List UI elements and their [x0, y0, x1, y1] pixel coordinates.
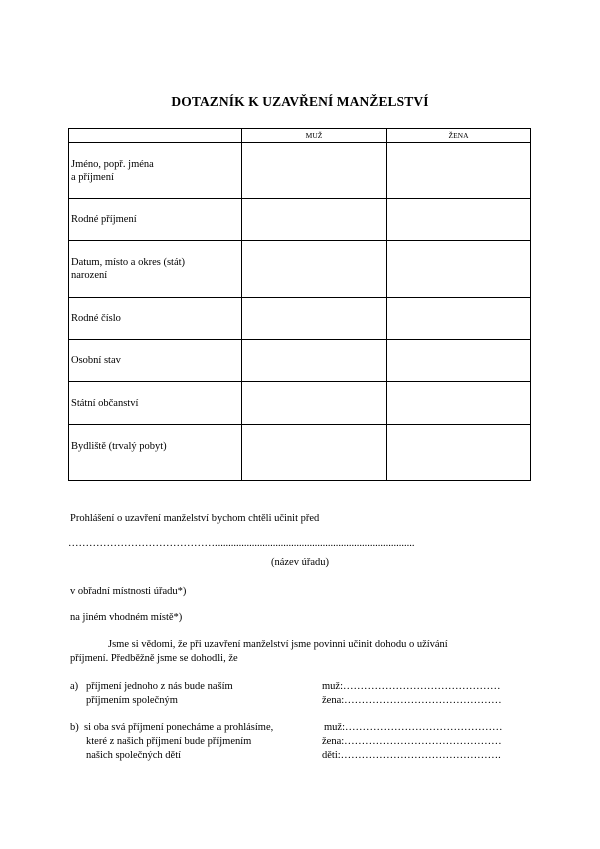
option-a-line1: příjmení jednoho z nás bude naším [86, 681, 233, 692]
option-b-woman-field[interactable]: žena:……………………………………… [322, 736, 502, 747]
office-caption: (název úřadu) [270, 557, 329, 568]
table-header-row [69, 129, 531, 143]
option-b-line3: našich společných dětí [86, 750, 182, 761]
woman-marital-status-cell[interactable] [387, 340, 531, 382]
option-b-man-field[interactable]: muž:……………………………………… [324, 722, 503, 733]
agreement-paragraph-line1: Jsme si vědomi, že při uzavření manželství jsme povinni učinit dohodu o užívání [108, 639, 448, 650]
option-b-children-field[interactable]: děti:………………………………………. [322, 750, 501, 761]
option-other-place[interactable]: na jiném vhodném místě*) [70, 612, 183, 623]
header-woman: ŽENA [387, 129, 531, 143]
row-marital-status [69, 340, 531, 382]
woman-birth-surname-cell[interactable] [387, 199, 531, 241]
option-office-room[interactable]: v obřadní místnosti úřadu*) [70, 586, 187, 597]
row-birth-number [69, 298, 531, 340]
form-title: DOTAZNÍK K UZAVŘENÍ MANŽELSTVÍ [171, 94, 429, 109]
row-label: Jméno, popř. jména a příjmení [69, 143, 242, 199]
man-birth-cell[interactable] [242, 241, 387, 298]
option-b-marker: b) [70, 722, 79, 733]
row-label: Bydliště (trvalý pobyt) [69, 425, 242, 481]
man-marital-status-cell[interactable] [242, 340, 387, 382]
row-name [69, 143, 531, 199]
woman-citizenship-cell[interactable] [387, 382, 531, 425]
header-man: MUŽ [242, 129, 387, 143]
row-label: Státní občanství [69, 382, 242, 425]
man-residence-cell[interactable] [242, 425, 387, 481]
woman-birth-cell[interactable] [387, 241, 531, 298]
man-birth-surname-cell[interactable] [242, 199, 387, 241]
man-birth-number-cell[interactable] [242, 298, 387, 340]
option-b-line1: si oba svá příjmení ponecháme a prohlásíme, [84, 722, 274, 733]
row-residence [69, 425, 531, 481]
row-label: Datum, místo a okres (stát) narození [69, 241, 242, 298]
man-citizenship-cell[interactable] [242, 382, 387, 425]
option-b-line2: které z našich příjmení bude příjmením [86, 736, 252, 747]
row-birth-surname [69, 199, 531, 241]
option-a-marker: a) [70, 681, 79, 692]
option-a-line2: příjmením společným [86, 695, 178, 706]
woman-name-cell[interactable] [387, 143, 531, 199]
woman-residence-cell[interactable] [387, 425, 531, 481]
office-name-field[interactable]: ……………………………………............................................................................ [68, 538, 415, 549]
row-citizenship [69, 382, 531, 425]
personal-data-table [68, 128, 531, 481]
row-label: Osobní stav [69, 340, 242, 382]
woman-birth-number-cell[interactable] [387, 298, 531, 340]
row-label: Rodné číslo [69, 298, 242, 340]
row-label: Rodné příjmení [69, 199, 242, 241]
option-a-woman-field[interactable]: žena:……………………………………… [322, 695, 502, 706]
header-label-column [69, 129, 242, 143]
option-a-man-field[interactable]: muž:……………………………………… [322, 681, 501, 692]
man-name-cell[interactable] [242, 143, 387, 199]
declaration-text: Prohlášení o uzavření manželství bychom chtěli učinit před [70, 513, 320, 524]
row-birth-date-place [69, 241, 531, 298]
agreement-paragraph-line2: příjmení. Předběžně jsme se dohodli, že [70, 653, 238, 664]
